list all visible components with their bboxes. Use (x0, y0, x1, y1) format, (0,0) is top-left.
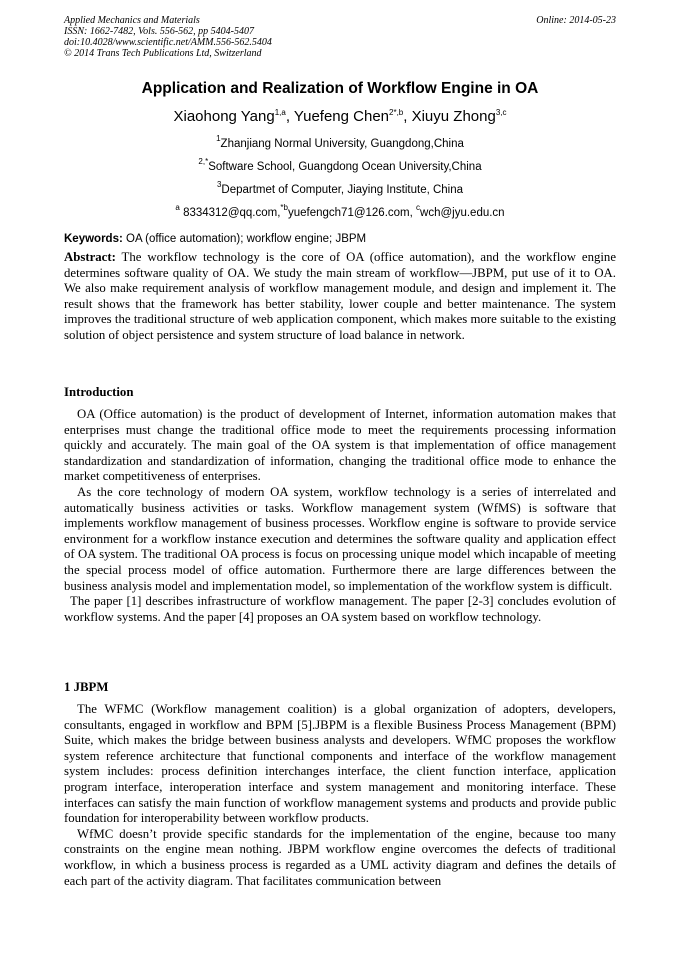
online-date: Online: 2014-05-23 (536, 15, 616, 26)
email-superscript: a (175, 203, 180, 212)
section-body (64, 407, 616, 625)
email-address: yuefengch71@126.com, (287, 207, 413, 219)
author-superscript: 2*,b (389, 108, 404, 117)
paragraph: OA (Office automation) is the product of development of Internet, information automation makes that enterprises must change the traditional office mode to meet the requirements processing information quickly and accurately. The main goal of the OA system is that implementation of office management standardization and standardization of information, changing the traditional office mode to enhance the market competitiveness of enterprises. (64, 407, 616, 484)
keywords (64, 232, 616, 247)
keywords-text: OA (office automation); workflow engine; JBPM (126, 233, 367, 245)
affiliation-superscript: 1 (216, 134, 221, 143)
affiliation-superscript: 3 (216, 180, 222, 189)
abstract-label: Abstract: (64, 250, 116, 264)
affiliation (64, 159, 616, 175)
abstract-text: The workflow technology is the core of OA (office automation), and the workflow engine determines software quality of OA. We study the main stream of workflow—JBPM, put use of it to OA. We also make requirement analysis of workflow management module, and design and implement it. The result shows that the framework has better stability, lower couple and better maintenance. The system improves the traditional structure of web application component, which makes more suitable to the existing solution of object persistence and system structure of load balance in network. (64, 250, 617, 342)
copyright-line: © 2014 Trans Tech Publications Ltd, Switzerland (64, 48, 262, 59)
journal-header (64, 15, 616, 59)
section-heading: 1 JBPM (64, 680, 109, 694)
abstract (64, 250, 616, 344)
email-superscript: *b (280, 203, 288, 212)
paper-title: Application and Realization of Workflow Engine in OA (141, 80, 539, 97)
paragraph: The WFMC (Workflow management coalition) is a global organization of adopters, developers, consultants, engaged in workflow and BPM [5].JBPM is a flexible Business Process Management (BPM) Suite, which makes the bridge between business analysts and developers. WfMC proposes the workflow system reference architecture that functional components and interface of the workflow management system includes: process definition interchanges interface, the client function interface, application program interface, interoperation interface and system management and monitoring interface. These interfaces can satisfy the main function of workflow management systems and products and provide public foundation for interoperability between workflow products. (64, 702, 616, 826)
author-name: Xiuyu Zhong (411, 108, 496, 125)
author-list: Xiaohong Yang$^{1,a}$, Yuefeng Chen$^{2*,b}$, Xiuyu Zhong$^{3,c}$ (173, 108, 507, 125)
affiliation (64, 182, 616, 198)
issn-line: ISSN: 1662-7482, Vols. 556-562, pp 5404-5407 (64, 26, 254, 37)
author-superscript: 1,a (274, 108, 286, 117)
doi-line: doi:10.4028/www.scientific.net/AMM.556-562.5404 (64, 37, 272, 48)
author-superscript: 3,c (495, 108, 507, 117)
author-name: Xiaohong Yang (173, 108, 275, 125)
keywords-label: Keywords: (64, 233, 123, 245)
affiliation-text: Software School, Guangdong Ocean University,China (208, 161, 482, 173)
paragraph: The paper [1] describes infrastructure of workflow management. The paper [2-3] concludes evolution of workflow systems. And the paper [4] proposes an OA system based on workflow technology. (64, 594, 616, 624)
paragraph: WfMC doesn’t provide specific standards for the implementation of the engine, because too many constraints on the engine mean nothing. JBPM workflow engine overcomes the defects of traditional workflow, in which a business process is regarded as a UML activity diagram and defines the details of each part of the activity diagram. That facilitates communication between (64, 826, 616, 888)
affiliation (64, 136, 616, 152)
email-superscript: c (416, 203, 421, 212)
paragraph: As the core technology of modern OA system, workflow technology is a series of interrelated and automatically business activities or tasks. Workflow management system (WfMS) is software that implements workflow management of business processes. Workflow engine is software to provide service environment for a workflow instance execution and determines the software quality and application effect of OA system. The traditional OA process is focus on processing unique model which incapable of meeting the special process model of office automation. Furthermore there are large differences between the business analysis model and implementation model, so implementation of the workflow system is difficult. (64, 484, 616, 593)
section-body (64, 702, 616, 889)
author-name: Yuefeng Chen (293, 108, 390, 125)
affiliation-superscript: 2,* (198, 157, 209, 166)
section-heading: Introduction (64, 385, 134, 399)
affiliation-text: Zhanjiang Normal University, Guangdong,China (220, 138, 464, 150)
email-address: wch@jyu.edu.cn (420, 207, 505, 219)
email-line (64, 205, 616, 221)
affiliation-text: Departmet of Computer, Jiaying Institute, China (221, 184, 464, 196)
journal-name: Applied Mechanics and Materials (64, 15, 200, 26)
email-address: 8334312@qq.com, (183, 207, 281, 219)
